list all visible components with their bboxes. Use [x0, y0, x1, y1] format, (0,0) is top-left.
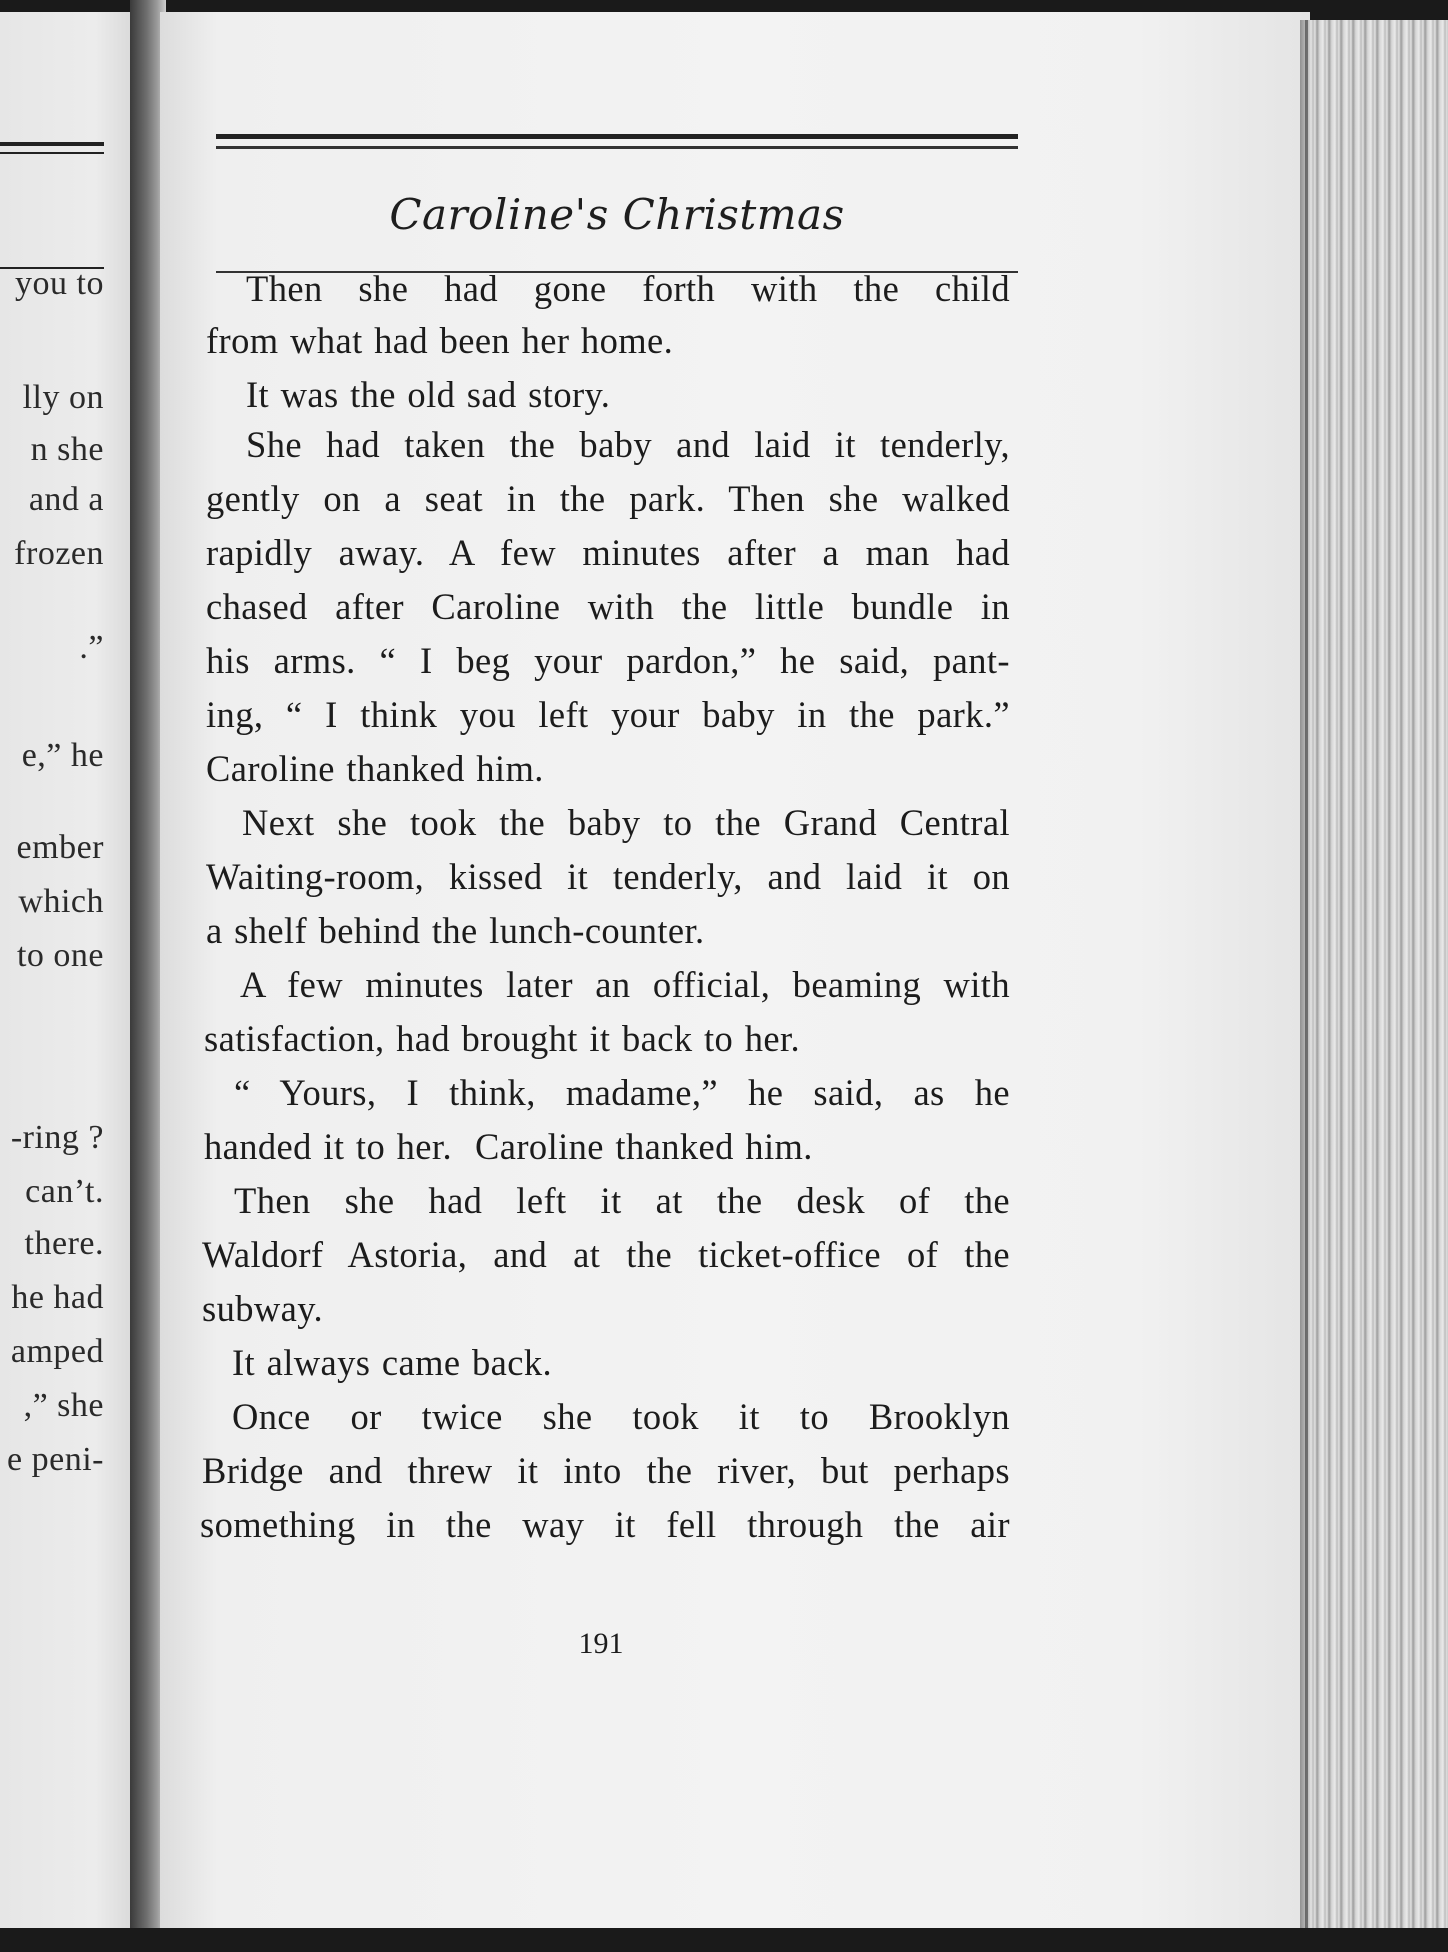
scan-bottom-edge [0, 1928, 1448, 1952]
book-fore-edge [1305, 20, 1448, 1952]
text-line: Once or twice she took it to Brooklyn [232, 1396, 1010, 1437]
left-text-line: frozen [14, 535, 104, 572]
left-text-line: you to [15, 265, 104, 302]
text-line: satisfaction, had brought it back to her. [204, 1018, 801, 1059]
text-line: Then she had left it at the desk of the [234, 1180, 1010, 1221]
text-line: something in the way it fell through the air [200, 1504, 1010, 1545]
left-text-line: .” [79, 629, 104, 666]
text-line: It always came back. [232, 1342, 553, 1383]
text-line: Bridge and threw it into the river, but perhaps [202, 1450, 1010, 1491]
left-text-line: there. [24, 1225, 104, 1262]
page-number: 191 [578, 1627, 624, 1660]
text-line: rapidly away. A few minutes after a man had [206, 532, 1010, 573]
text-line: Waiting-room, kissed it tenderly, and laid it on [206, 856, 1010, 897]
left-text-line: and a [28, 481, 104, 518]
left-text-line: lly on [22, 379, 104, 416]
text-line: subway. [202, 1288, 324, 1329]
text-line: gently on a seat in the park. Then she walked [206, 478, 1010, 519]
text-line: chased after Caroline with the little bundle in [206, 586, 1010, 627]
text-line: Then she had gone forth with the child [246, 268, 1010, 309]
left-text-line: amped [10, 1333, 104, 1370]
text-line: from what had been her home. [206, 320, 674, 361]
running-head: Caroline's Christmas [389, 190, 845, 239]
left-text-line: which [18, 883, 104, 920]
left-text-line: can’t. [25, 1173, 104, 1210]
left-header-rule [0, 152, 104, 154]
left-text-line: to one [16, 937, 104, 974]
text-line: Caroline thanked him. [206, 748, 544, 789]
text-line: a shelf behind the lunch-counter. [206, 910, 705, 951]
left-text-line: -ring ? [10, 1119, 104, 1156]
left-text-line: ,” she [23, 1387, 104, 1424]
text-line: Next she took the baby to the Grand Central [242, 802, 1010, 843]
text-line: “ Yours, I think, madame,” he said, as he [234, 1072, 1010, 1113]
text-line: A few minutes later an official, beaming with [240, 964, 1010, 1005]
header-rule [216, 146, 1018, 149]
text-line: She had taken the baby and laid it tenderly, [246, 424, 1010, 465]
left-text-line: e peni- [7, 1441, 104, 1478]
header-rule [216, 134, 1018, 139]
left-text-line: ember [16, 829, 104, 866]
text-line: ing, “ I think you left your baby in the park.” [206, 694, 1010, 735]
left-header-rule [0, 142, 104, 146]
text-line: Waldorf Astoria, and at the ticket-office of the [202, 1234, 1010, 1275]
previous-page-fragment [0, 12, 136, 1932]
text-line: handed it to her. Caroline thanked him. [204, 1126, 813, 1167]
left-text-line: he had [11, 1279, 104, 1316]
fore-edge-shadow [1300, 20, 1312, 1952]
text-line: It was the old sad story. [246, 374, 611, 415]
left-text-line: n she [30, 431, 104, 468]
text-line: his arms. “ I beg your pardon,” he said, pant- [206, 640, 1010, 681]
left-text-line: e,” he [21, 737, 104, 774]
book-page [160, 12, 1310, 1942]
